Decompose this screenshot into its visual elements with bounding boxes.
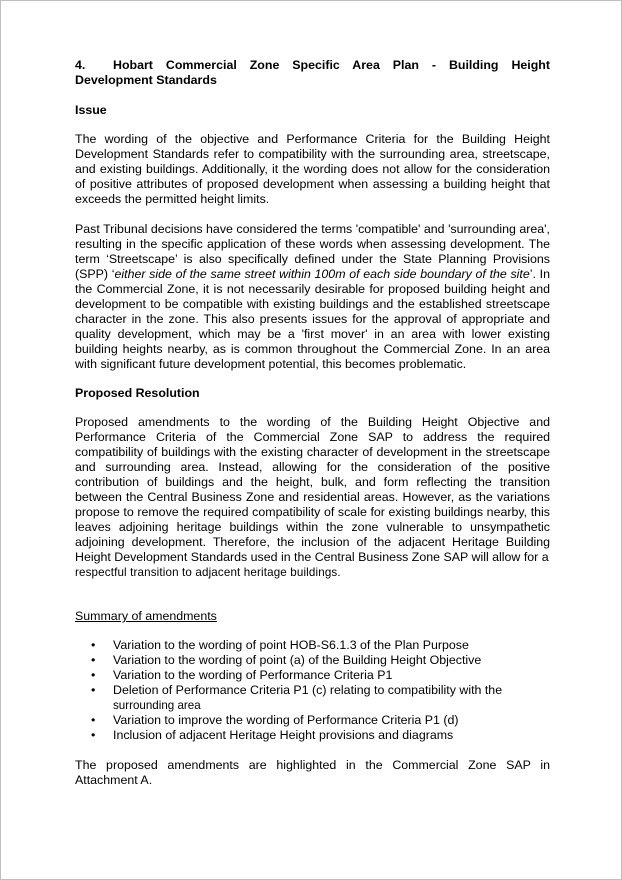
summary-list xyxy=(75,638,550,743)
summary-item-text: Inclusion of adjacent Heritage Height provisions and diagrams xyxy=(113,728,454,742)
summary-list-item xyxy=(75,713,550,728)
resolution-paragraph-main: Proposed amendments to the wording of the Building Height Objective and Performance Criteria of the Commercial Zone SAP to address the required compatibility of buildings with the existing character of development in the streetscape and surrounding area. Instead, allowing for the consideration of the positive contribution of buildings and the height, bulk, and form reflecting the transition between the Central Business Zone and residential areas. However, as the variations propose to remove the required compatibility of scale for existing buildings nearby, this leaves adjoining heritage buildings within the zone vulnerable to unsympathetic adjoining development. Therefore, the inclusion of the adjacent Heritage Building Height Development Standards used in the Central Business Zone SAP will allow for a xyxy=(75,415,550,564)
resolution-title: Proposed Resolution xyxy=(75,386,200,400)
streetscape-definition: either side of the same street within 100m of each side boundary of the site xyxy=(114,267,530,281)
page-content xyxy=(75,58,550,788)
section-heading-title: Hobart Commercial Zone Specific Area Plan - Building Height Development Standards xyxy=(75,58,550,87)
issue-paragraph-2-end: ’. In the Commercial Zone, it is not necessarily desirable for proposed building height and development to be compatible with existing buildings and the established streetscape character in the zone. This also presents issues for the approval of appropriate and quality development, which may be a 'first mover' in an area with lower existing building heights nearby, as is common throughout the Commercial Zone. In an area with significant future development potential, this becomes problematic. xyxy=(75,267,550,371)
resolution-paragraph-tail: respectful transition to adjacent heritage buildings. xyxy=(75,566,341,579)
summary-item-text: Variation to improve the wording of Performance Criteria P1 (d) xyxy=(113,713,459,727)
summary-list-item xyxy=(75,638,550,653)
closing-paragraph: The proposed amendments are highlighted in the Commercial Zone SAP in Attachment A. xyxy=(75,758,550,787)
bullet-icon: • xyxy=(91,653,96,667)
summary-list-item xyxy=(75,728,550,743)
bullet-icon: • xyxy=(91,668,96,682)
issue-paragraph-2-start: Past Tribunal decisions have considered the terms 'compatible' and 'surrounding area', resulting in the specific application of these words when assessing development. The term ‘Streetscape’ is also specifically defined under the State Planning Provisions (SPP) ‘ xyxy=(75,222,550,281)
section-number: 4. xyxy=(75,58,86,72)
issue-paragraph-2 xyxy=(75,222,550,372)
summary-item-text: Variation to the wording of point (a) of the Building Height Objective xyxy=(113,653,482,667)
summary-list-item xyxy=(75,668,550,683)
issue-title: Issue xyxy=(75,103,107,117)
bullet-icon: • xyxy=(91,713,96,727)
summary-title: Summary of amendments xyxy=(75,609,217,623)
summary-item-text: Deletion of Performance Criteria P1 (c) relating to compatibility with the xyxy=(113,683,503,697)
summary-item-text: Variation to the wording of point HOB-S6.1.3 of the Plan Purpose xyxy=(113,638,469,652)
issue-paragraph-1: The wording of the objective and Performance Criteria for the Building Height Development Standards refer to compatibility with the surrounding area, streetscape, and existing buildings. Additionally, it the wording does not allow for the consideration of positive attributes of proposed development when assessing a building height that exceeds the permitted height limits. xyxy=(75,132,550,206)
resolution-paragraph xyxy=(75,415,550,580)
bullet-icon: • xyxy=(91,683,96,697)
summary-item-text: Variation to the wording of Performance Criteria P1 xyxy=(113,668,393,682)
summary-item-text-tail: surrounding area xyxy=(113,699,201,712)
summary-list-item xyxy=(75,653,550,668)
bullet-icon: • xyxy=(91,728,96,742)
section-heading xyxy=(75,58,550,88)
summary-list-item xyxy=(75,683,550,713)
bullet-icon: • xyxy=(91,638,96,652)
